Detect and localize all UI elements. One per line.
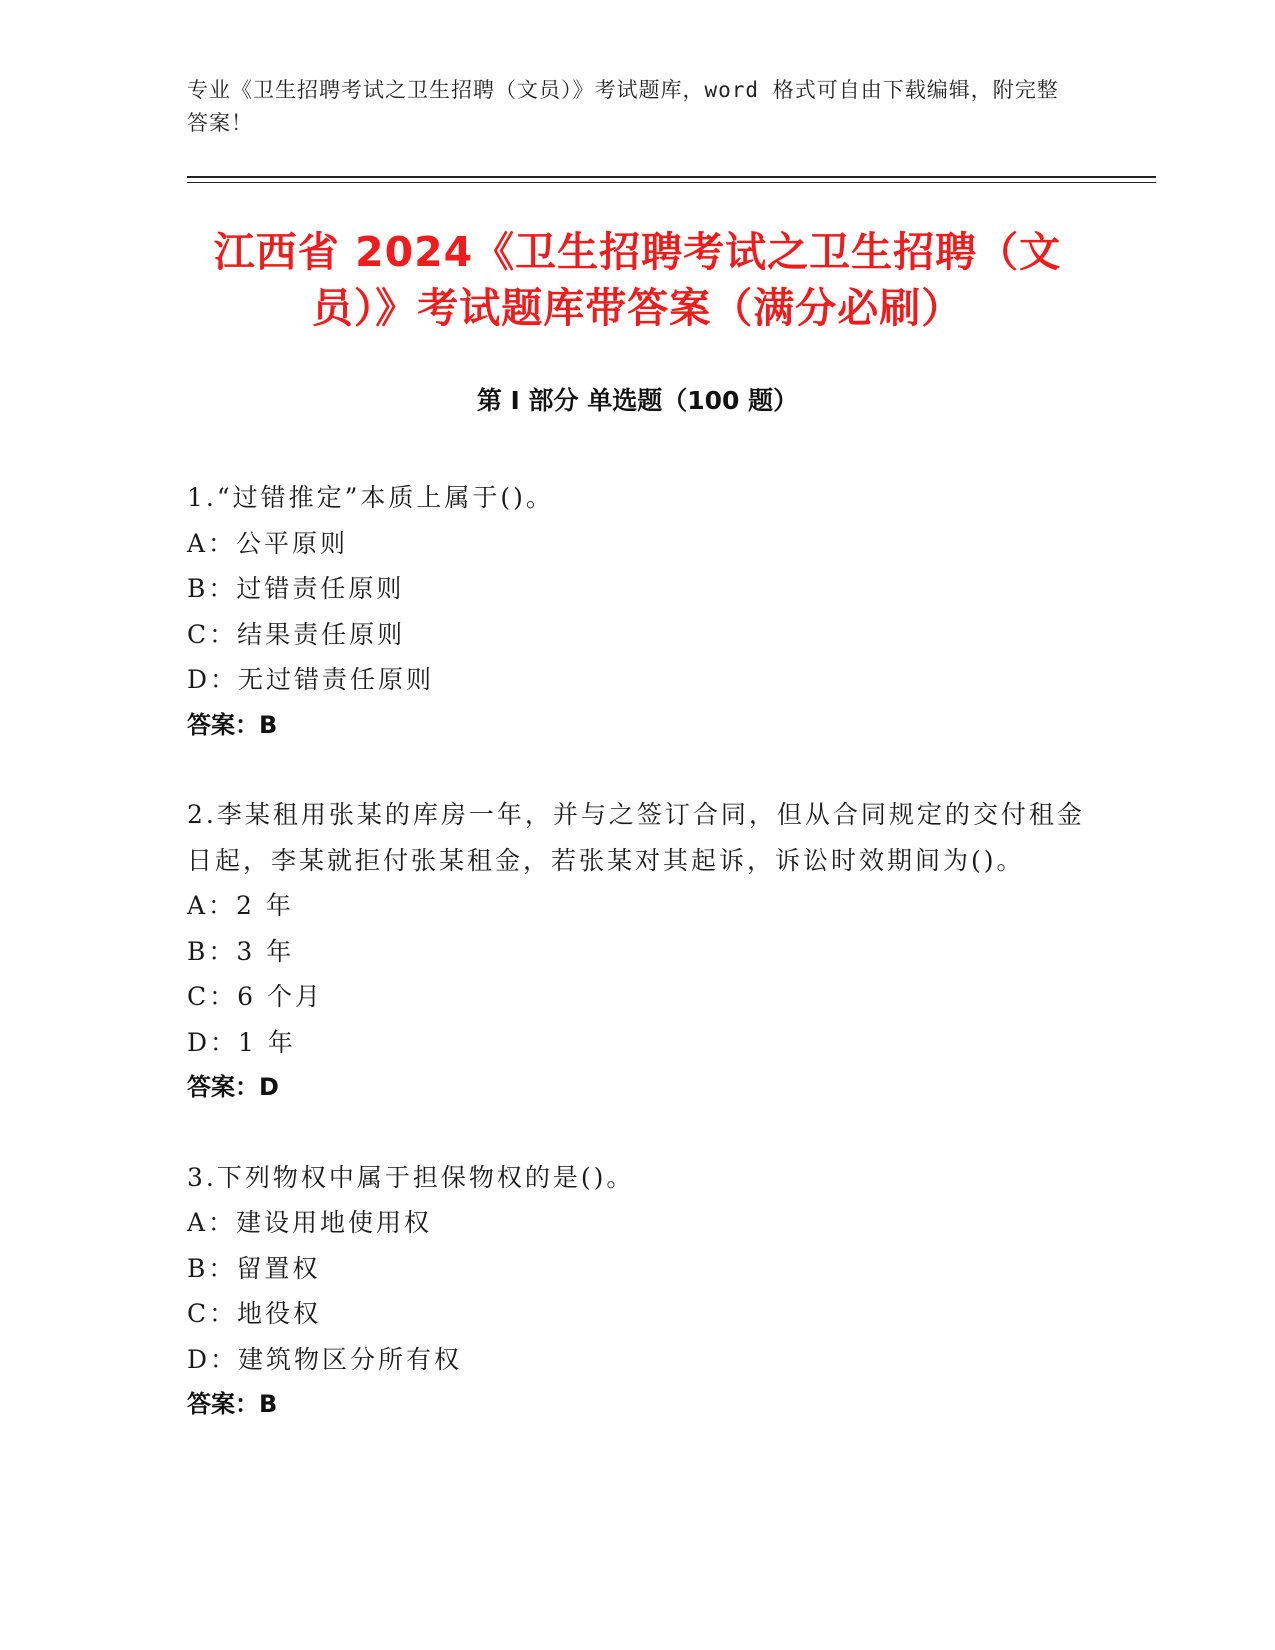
question-list	[187, 475, 1087, 1472]
option-d: D：无过错责任原则	[187, 665, 435, 694]
header-rule-thick	[187, 176, 1156, 178]
option-d: D：建筑物区分所有权	[187, 1344, 463, 1374]
option-a: A：公平原则	[187, 528, 349, 558]
answer-line: 答案：B	[187, 710, 278, 739]
section-heading: 第 I 部分 单选题（100 题）	[476, 386, 799, 415]
option-b: B：过错责任原则	[187, 574, 405, 603]
option-d: D：1 年	[187, 1027, 296, 1057]
question-1	[187, 475, 1087, 748]
option-a: A：建设用地使用权	[187, 1208, 433, 1237]
question-stem: 3.下列物权中属于担保物权的是()。	[187, 1162, 635, 1192]
option-b: B：3 年	[187, 936, 295, 966]
question-stem: 1.“过错推定”本质上属于()。	[187, 483, 554, 512]
question-2	[187, 792, 1087, 1111]
question-stem: 2.李某租用张某的库房一年，并与之签订合同，但从合同规定的交付租金日起，李某就拒付张某租金，若张某对其起诉，诉讼时效期间为()。	[187, 800, 1085, 875]
document-title: 江西省 2024《卫生招聘考试之卫生招聘（文员）》考试题库带答案（满分必刷）	[213, 228, 1062, 332]
header-rule-thin	[187, 182, 1156, 183]
answer-line: 答案：D	[187, 1073, 279, 1101]
option-b: B：留置权	[187, 1253, 321, 1283]
answer-line: 答案：B	[187, 1390, 278, 1418]
option-c: C：6 个月	[187, 982, 323, 1011]
option-c: C：结果责任原则	[187, 619, 406, 649]
question-3	[187, 1155, 1087, 1428]
option-c: C：地役权	[187, 1299, 322, 1328]
option-a: A：2 年	[187, 891, 294, 920]
header-note: 专业《卫生招聘考试之卫生招聘（文员）》考试题库，word 格式可自由下载编辑，附完整答案！	[187, 78, 1059, 135]
